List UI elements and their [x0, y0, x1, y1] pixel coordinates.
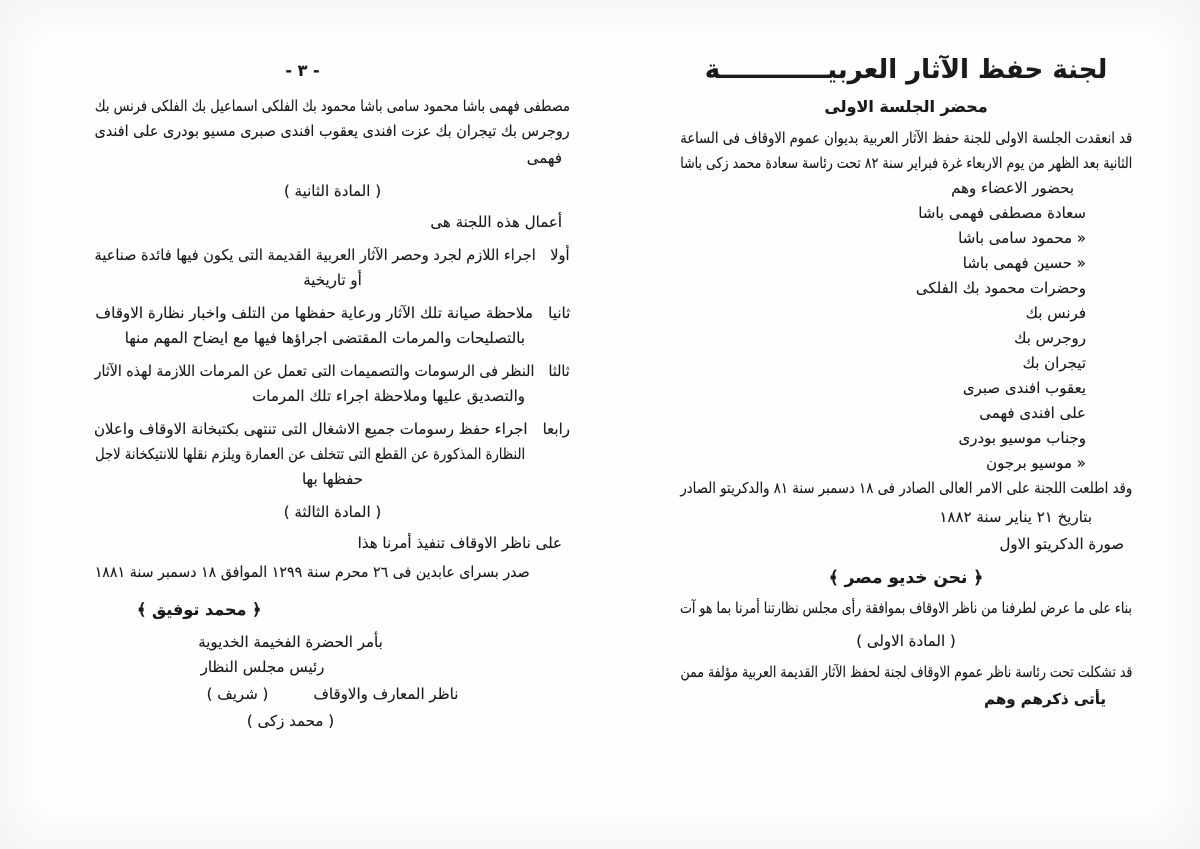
text-line: وحضرات محمود بك الفلكى: [915, 279, 1086, 297]
document-title: لجنة حفظ الآثار العربيــــــــــــة: [704, 55, 1108, 85]
text-line: ناظر المعارف والاوقاف ( شريف ): [206, 685, 459, 703]
text-line: النظارة المذكورة عن القطع التى تتخلف عن العمارة ويلزم نقلها للانتيكخانة لاجل: [95, 445, 525, 463]
text-line: رابعا اجراء حفظ رسومات جميع الاشغال التى تنتهى بكتبخانة الاوقاف واعلان: [93, 420, 570, 438]
text-line: أو تاريخية: [303, 271, 362, 289]
text-line: ( المادة الاولى ): [856, 632, 956, 650]
text-line: ﴿ نحن خديو مصر ﴾: [828, 568, 984, 588]
text-line: على افندى فهمى: [979, 404, 1086, 422]
left-page-body: [95, 94, 570, 734]
left-page: [95, 58, 570, 734]
text-line: يعقوب افندى صبرى: [962, 379, 1086, 397]
text-line: بالتصليحات والمرمات المقتضى اجراؤها فيها مع ايضاح المهم منها: [124, 329, 525, 347]
text-line: بتاريخ ٢١ يناير سنة ١٨٨٢: [939, 508, 1092, 526]
text-line: فهمى: [526, 149, 562, 167]
right-page-body: [680, 126, 1132, 712]
text-line: « محمود سامى باشا: [958, 229, 1086, 247]
session-heading: محضر الجلسة الاولى: [824, 97, 988, 116]
text-line: على ناظر الاوقاف تنفيذ أمرنا هذا: [357, 534, 562, 552]
page-number: - ٣ -: [285, 61, 320, 80]
text-line: وجناب موسيو بودرى: [958, 429, 1086, 447]
text-line: والتصديق عليها وملاحظة اجراء تلك المرمات: [252, 387, 525, 405]
text-line: ثانيا ملاحظة صيانة تلك الآثار ورعاية حفظها من التلف واخبار نظارة الاوقاف: [94, 304, 570, 322]
text-line: يأتى ذكرهم وهم: [984, 690, 1106, 708]
text-line: ( المادة الثالثة ): [283, 503, 382, 521]
text-line: قد تشكلت تحت رئاسة ناظر عموم الاوقاف لجنة لحفظ الآثار القديمة العربية مؤلفة ممن: [680, 663, 1132, 681]
text-line: بناء على ما عرض لطرفنا من ناظر الاوقاف بموافقة رأى مجلس نظارتنا أمرنا بما هو آت: [680, 599, 1132, 617]
text-line: قد انعقدت الجلسة الاولى للجنة حفظ الآثار العربية بديوان عموم الاوقاف فى الساعة: [680, 129, 1132, 147]
text-line: روجرس بك: [1014, 329, 1086, 347]
text-line: وقد اطلعت اللجنة على الامر العالى الصادر فى ١٨ دسمبر سنة ٨١ والدكريتو الصادر: [680, 479, 1132, 497]
text-line: أعمال هذه اللجنة هى: [430, 213, 562, 231]
text-line: تيجران بك: [1022, 354, 1086, 372]
text-line: رئيس مجلس النظار: [200, 658, 325, 676]
text-line: « موسيو برجون: [986, 454, 1086, 472]
text-line: بأمر الحضرة الفخيمة الخديوية: [198, 633, 383, 651]
text-line: ثالثا النظر فى الرسومات والتصميمات التى تعمل عن المرمات اللازمة لهذه الآثار: [95, 362, 570, 380]
text-line: مصطفى فهمى باشا محمود سامى باشا محمود بك الفلكى اسماعيل بك الفلكى فرنس بك: [94, 97, 570, 115]
text-line: ( محمد زكى ): [246, 712, 335, 730]
right-page: [680, 46, 1132, 712]
text-line: ( المادة الثانية ): [283, 182, 382, 200]
text-line: ﴿ محمد توفيق ﴾: [137, 600, 262, 619]
text-line: الثانية بعد الظهر من يوم الاربعاء غرة فبراير سنة ٨٢ تحت رئاسة سعادة محمد زكى باشا: [680, 154, 1132, 172]
text-line: أولا اجراء اللازم لجرد وحصر الآثار العربية القديمة التى يكون فيها فائدة صناعية: [95, 246, 570, 264]
text-line: بحضور الاعضاء وهم: [951, 179, 1074, 197]
text-line: صورة الدكريتو الاول: [999, 535, 1124, 553]
text-line: « حسين فهمى باشا: [962, 254, 1086, 272]
text-line: فرنس بك: [1025, 304, 1086, 322]
text-line: حفظها بها: [301, 470, 364, 488]
text-line: سعادة مصطفى فهمى باشا: [918, 204, 1086, 222]
text-line: روجرس بك تيجران بك عزت افندى يعقوب افندى صبرى مسيو بودرى على افندى: [95, 122, 570, 140]
text-line: صدر بسراى عابدين فى ٢٦ محرم سنة ١٢٩٩ الموافق ١٨ دسمبر سنة ١٨٨١: [95, 563, 530, 581]
